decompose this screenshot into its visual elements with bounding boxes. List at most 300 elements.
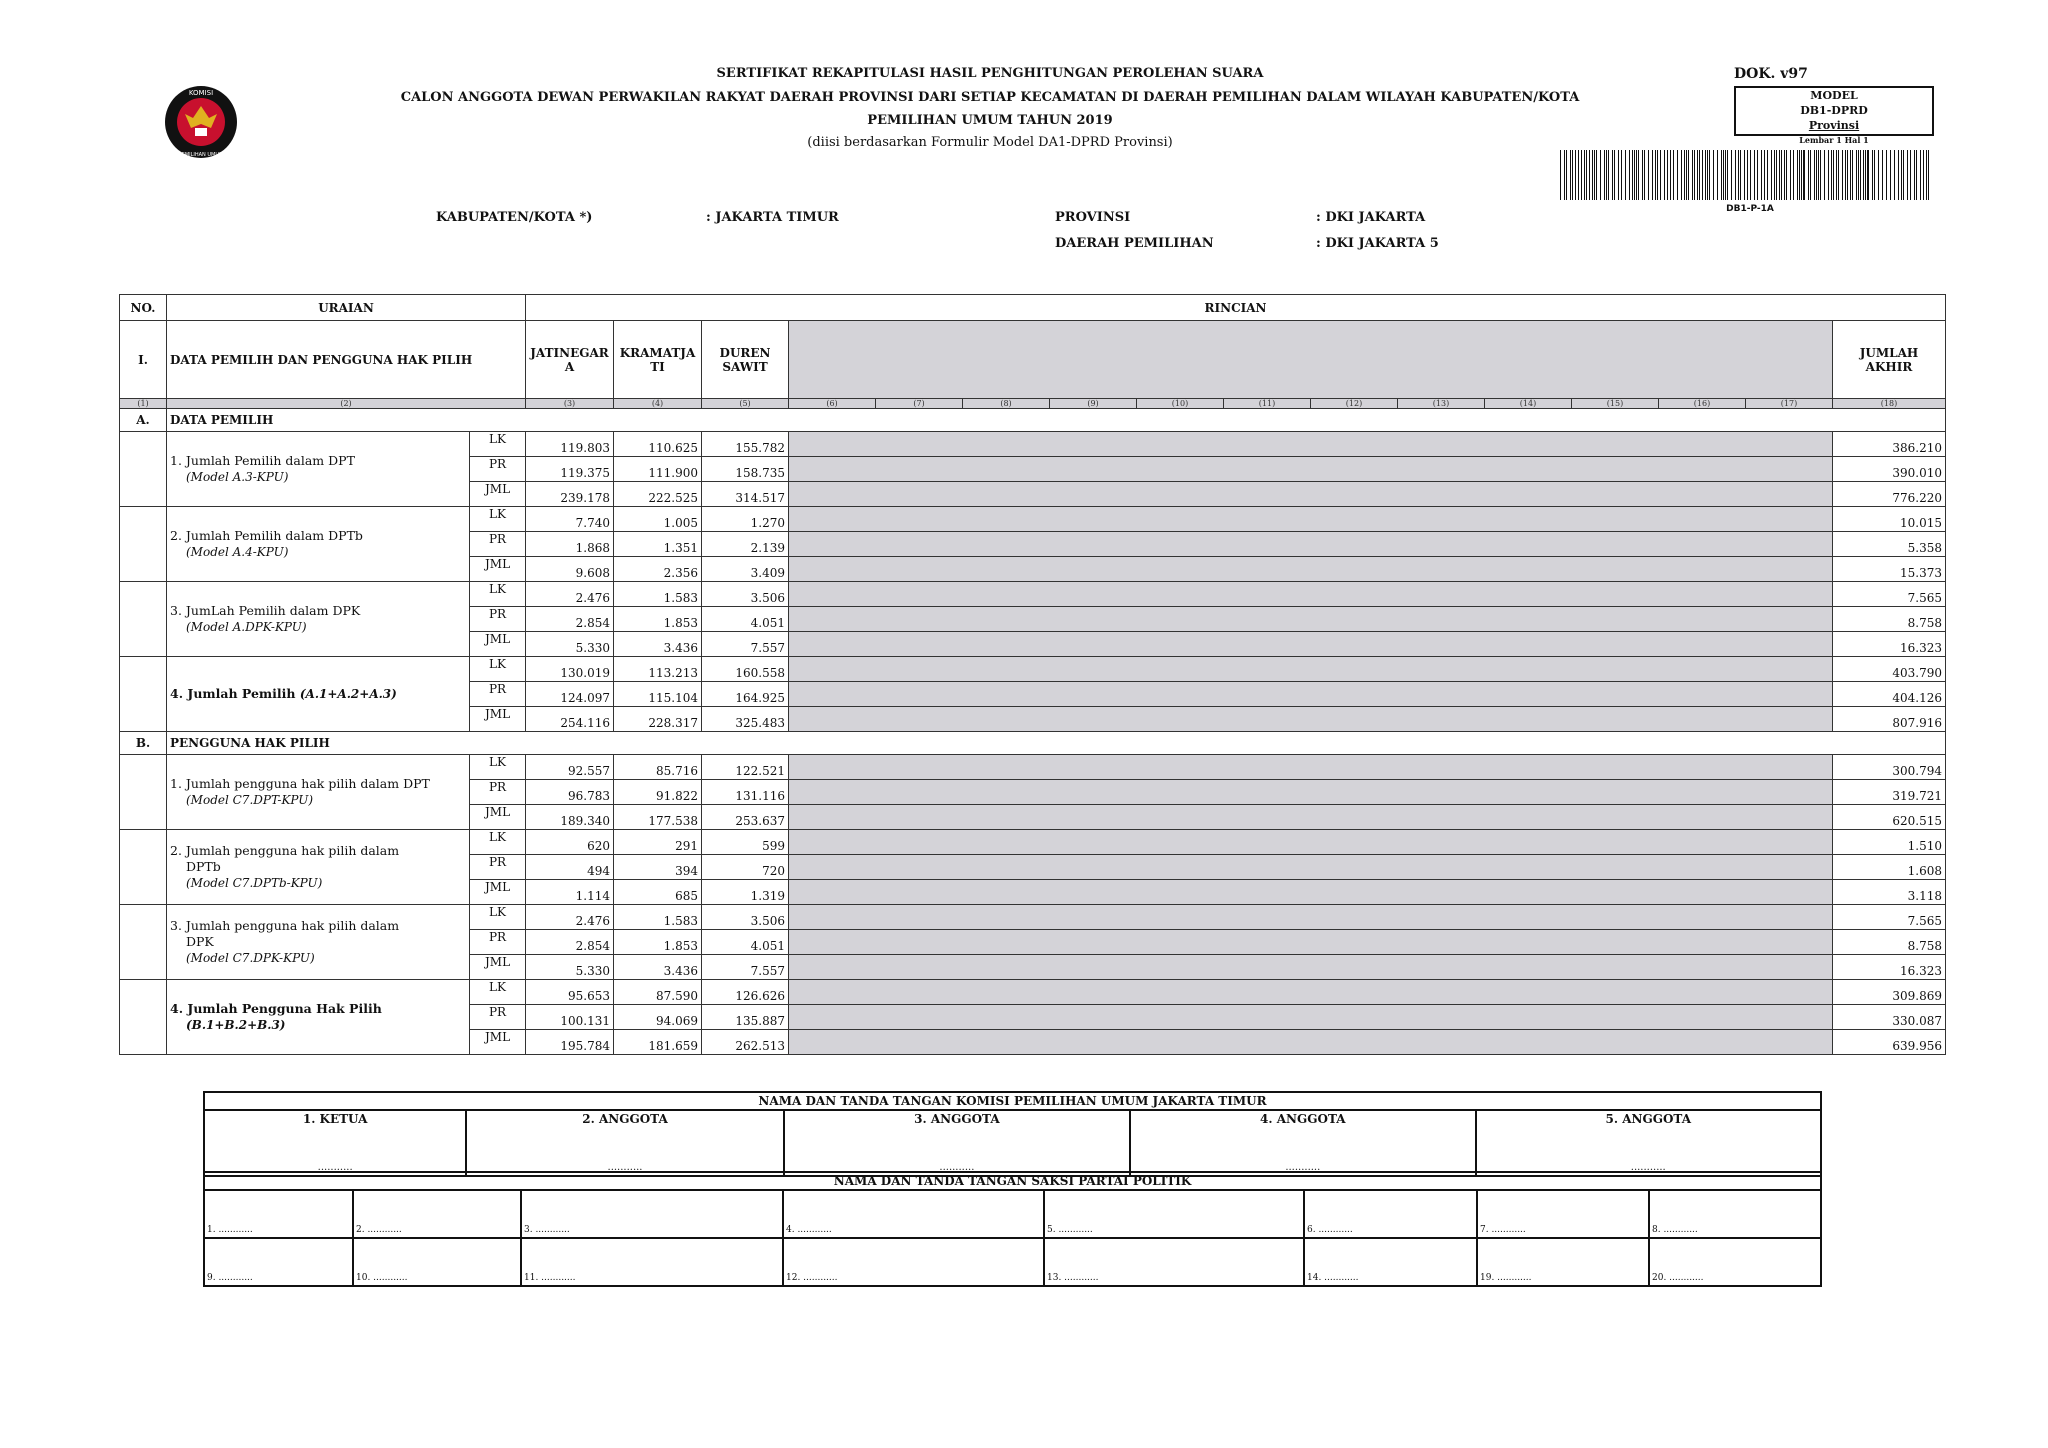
row-type-label: JML <box>470 707 526 732</box>
column-index: (11) <box>1224 399 1311 409</box>
cell-total: 319.721 <box>1833 780 1946 805</box>
row-type-label: LK <box>470 657 526 682</box>
barcode-bar <box>1894 150 1895 200</box>
barcode-bar <box>1786 150 1787 200</box>
barcode-bar <box>1779 150 1780 200</box>
barcode-bar <box>1847 150 1848 200</box>
witness-signature-cell[interactable]: 2. ............ <box>353 1190 521 1238</box>
barcode-bar <box>1797 150 1798 200</box>
signature-dots: ........... <box>1630 1162 1666 1173</box>
barcode-bar <box>1699 150 1700 200</box>
cell-total: 776.220 <box>1833 482 1946 507</box>
row-no-empty <box>120 432 167 507</box>
col-duren-sawit: DUREN SAWIT <box>702 321 789 399</box>
barcode-bar <box>1774 150 1775 200</box>
column-index: (12) <box>1311 399 1398 409</box>
column-index: (3) <box>526 399 614 409</box>
row-type-label: LK <box>470 830 526 855</box>
barcode-bar <box>1856 150 1857 200</box>
witness-signature-cell[interactable]: 9. ............ <box>204 1238 353 1286</box>
empty-columns <box>789 321 1833 399</box>
cell-total: 16.323 <box>1833 632 1946 657</box>
column-index: (13) <box>1398 399 1485 409</box>
kpu-signature-cell[interactable] <box>466 1110 783 1176</box>
column-index: (7) <box>876 399 963 409</box>
column-index: (6) <box>789 399 876 409</box>
barcode-bar <box>1660 150 1661 200</box>
barcode-bar <box>1886 150 1887 200</box>
section-i-title: DATA PEMILIH DAN PENGGUNA HAK PILIH <box>167 321 526 399</box>
model-line-3: Provinsi <box>1808 119 1860 132</box>
barcode-bar <box>1740 150 1741 200</box>
empty-cells <box>789 955 1833 980</box>
barcode-bar <box>1781 150 1782 200</box>
barcode-bar <box>1606 150 1607 200</box>
barcode-bar <box>1814 150 1815 200</box>
cell-value: 720 <box>702 855 789 880</box>
barcode-bar <box>1642 150 1643 200</box>
barcode-bar <box>1618 150 1619 200</box>
barcode-bar <box>1717 150 1718 200</box>
witness-signature-cell[interactable]: 14. ............ <box>1304 1238 1477 1286</box>
barcode-bar <box>1863 150 1864 200</box>
barcode-bar <box>1831 150 1832 200</box>
barcode-bar <box>1584 150 1585 200</box>
witness-signature-cell[interactable]: 12. ............ <box>783 1238 1044 1286</box>
role-label: 4. ANGGOTA <box>1260 1112 1346 1126</box>
barcode-bar <box>1816 150 1817 200</box>
table-row <box>120 980 1946 1005</box>
empty-cells <box>789 657 1833 682</box>
row-description: 3. Jumlah pengguna hak pilih dalam DPK (Model C7.DPK-KPU) <box>167 905 470 980</box>
row-type-label: JML <box>470 805 526 830</box>
cell-value: 494 <box>526 855 614 880</box>
cell-value: 124.097 <box>526 682 614 707</box>
barcode-bar <box>1694 150 1695 200</box>
barcode-bar <box>1914 150 1915 200</box>
witness-signature-title: NAMA DAN TANDA TANGAN SAKSI PARTAI POLITIK <box>204 1172 1821 1190</box>
cell-value: 325.483 <box>702 707 789 732</box>
row-type-label: LK <box>470 905 526 930</box>
barcode-bar <box>1600 150 1601 200</box>
cell-value: 1.114 <box>526 880 614 905</box>
cell-value: 291 <box>614 830 702 855</box>
cell-value: 100.131 <box>526 1005 614 1030</box>
cell-value: 228.317 <box>614 707 702 732</box>
kpu-signature-cell[interactable] <box>204 1110 466 1176</box>
column-index: (18) <box>1833 399 1946 409</box>
barcode-bar <box>1702 150 1703 200</box>
cell-total: 390.010 <box>1833 457 1946 482</box>
empty-cells <box>789 457 1833 482</box>
column-index: (4) <box>614 399 702 409</box>
cell-value: 599 <box>702 830 789 855</box>
barcode-bar <box>1828 150 1829 200</box>
cell-total: 10.015 <box>1833 507 1946 532</box>
cell-value: 1.319 <box>702 880 789 905</box>
barcode-bar <box>1923 150 1924 200</box>
row-type-label: JML <box>470 1030 526 1055</box>
column-index: (16) <box>1659 399 1746 409</box>
table-row <box>120 432 1946 457</box>
cell-value: 158.735 <box>702 457 789 482</box>
barcode-bar <box>1818 150 1819 200</box>
barcode-bar <box>1686 150 1687 200</box>
witness-signature-cell[interactable]: 5. ............ <box>1044 1190 1304 1238</box>
cell-total: 620.515 <box>1833 805 1946 830</box>
empty-cells <box>789 432 1833 457</box>
barcode-bar <box>1632 150 1633 200</box>
col-kramatjati: KRAMATJA TI <box>614 321 702 399</box>
column-index: (10) <box>1137 399 1224 409</box>
cell-total: 807.916 <box>1833 707 1946 732</box>
barcode-bar <box>1727 150 1728 200</box>
barcode-bar <box>1838 150 1839 200</box>
barcode-bar <box>1725 150 1726 200</box>
cell-value: 164.925 <box>702 682 789 707</box>
cell-value: 254.116 <box>526 707 614 732</box>
barcode-bar <box>1810 150 1811 200</box>
cell-total: 3.118 <box>1833 880 1946 905</box>
row-type-label: LK <box>470 980 526 1005</box>
witness-signature-cell[interactable]: 20. ............ <box>1649 1238 1821 1286</box>
barcode-bar <box>1692 150 1693 200</box>
row-type-label: PR <box>470 607 526 632</box>
barcode-bar <box>1767 150 1768 200</box>
logo-text-bottom: PEMILIHAN UMUM <box>178 152 224 158</box>
cell-value: 5.330 <box>526 632 614 657</box>
column-index: (8) <box>963 399 1050 409</box>
barcode-bar <box>1575 150 1576 200</box>
signature-dots: ........... <box>1285 1162 1321 1173</box>
empty-cells <box>789 682 1833 707</box>
barcode-bar <box>1890 150 1891 200</box>
cell-value: 113.213 <box>614 657 702 682</box>
witness-signature-cell[interactable]: 11. ............ <box>521 1238 783 1286</box>
cell-total: 8.758 <box>1833 607 1946 632</box>
cell-value: 222.525 <box>614 482 702 507</box>
barcode-bar <box>1644 150 1645 200</box>
cell-value: 2.854 <box>526 607 614 632</box>
cell-value: 5.330 <box>526 955 614 980</box>
barcode-bar <box>1688 150 1689 200</box>
witness-signature-table <box>203 1171 1822 1287</box>
empty-cells <box>789 880 1833 905</box>
empty-cells <box>789 930 1833 955</box>
row-type-label: JML <box>470 632 526 657</box>
row-no-empty <box>120 582 167 657</box>
barcode-bar <box>1790 150 1791 200</box>
barcode-bar <box>1705 150 1706 200</box>
cell-total: 1.510 <box>1833 830 1946 855</box>
kpu-logo <box>163 84 239 160</box>
barcode-bar <box>1901 150 1902 200</box>
sheet-page: Lembar 1 Hal 1 <box>1799 135 1869 145</box>
cell-value: 189.340 <box>526 805 614 830</box>
empty-cells <box>789 507 1833 532</box>
barcode-bar <box>1570 150 1571 200</box>
model-box <box>1734 86 1934 136</box>
barcode-bar <box>1592 150 1593 200</box>
cell-value: 94.069 <box>614 1005 702 1030</box>
row-type-label: PR <box>470 457 526 482</box>
column-index: (17) <box>1746 399 1833 409</box>
barcode-bar <box>1867 150 1869 200</box>
cell-value: 1.270 <box>702 507 789 532</box>
barcode-bar <box>1874 150 1875 200</box>
barcode-bar <box>1625 150 1626 200</box>
cell-value: 87.590 <box>614 980 702 1005</box>
barcode-bar <box>1684 150 1685 200</box>
row-description: 4. Jumlah Pengguna Hak Pilih (B.1+B.2+B.3) <box>167 980 470 1055</box>
barcode-bar <box>1735 150 1736 200</box>
cell-total: 15.373 <box>1833 557 1946 582</box>
section-b-title: PENGGUNA HAK PILIH <box>167 732 1946 755</box>
witness-signature-cell[interactable]: 6. ............ <box>1304 1190 1477 1238</box>
barcode-bar <box>1707 150 1708 200</box>
witness-signature-cell[interactable]: 7. ............ <box>1477 1190 1649 1238</box>
doc-version: DOK. v97 <box>1734 66 1808 82</box>
cell-total: 404.126 <box>1833 682 1946 707</box>
cell-total: 8.758 <box>1833 930 1946 955</box>
barcode-bar <box>1634 150 1635 200</box>
row-description: 1. Jumlah Pemilih dalam DPT (Model A.3-KPU) <box>167 432 470 507</box>
cell-value: 620 <box>526 830 614 855</box>
cell-value: 3.436 <box>614 632 702 657</box>
barcode-bar <box>1638 150 1639 200</box>
row-no-empty <box>120 507 167 582</box>
cell-value: 394 <box>614 855 702 880</box>
title-line-3: PEMILIHAN UMUM TAHUN 2019 <box>867 113 1113 128</box>
cell-value: 91.822 <box>614 780 702 805</box>
row-type-label: PR <box>470 682 526 707</box>
row-type-label: PR <box>470 855 526 880</box>
cell-total: 403.790 <box>1833 657 1946 682</box>
witness-signature-cell[interactable]: 10. ............ <box>353 1238 521 1286</box>
barcode-bar <box>1903 150 1904 200</box>
barcode-bar <box>1721 150 1722 200</box>
barcode-bar <box>1744 150 1745 200</box>
barcode-bar <box>1858 150 1859 200</box>
cell-value: 4.051 <box>702 930 789 955</box>
empty-cells <box>789 582 1833 607</box>
cell-value: 239.178 <box>526 482 614 507</box>
cell-value: 685 <box>614 880 702 905</box>
column-index: (5) <box>702 399 789 409</box>
barcode-bar <box>1771 150 1772 200</box>
signature-dots: ........... <box>939 1162 975 1173</box>
barcode-bar <box>1648 150 1649 200</box>
section-a-no: A. <box>120 409 167 432</box>
kabupaten-value: : JAKARTA TIMUR <box>706 210 839 225</box>
barcode-bar <box>1614 150 1615 200</box>
cell-total: 7.565 <box>1833 905 1946 930</box>
cell-value: 1.853 <box>614 607 702 632</box>
cell-value: 2.476 <box>526 582 614 607</box>
title-line-2: CALON ANGGOTA DEWAN PERWAKILAN RAKYAT DAERAH PROVINSI DARI SETIAP KECAMATAN DI DAERAH PEMILIHAN DALAM WILAYAH KABUPATEN/KOTA <box>400 90 1580 105</box>
signature-dots: ........... <box>317 1162 353 1173</box>
empty-cells <box>789 1005 1833 1030</box>
kpu-signature-cell[interactable] <box>1130 1110 1475 1176</box>
row-type-label: JML <box>470 880 526 905</box>
barcode-bar <box>1754 150 1755 200</box>
row-type-label: LK <box>470 755 526 780</box>
empty-cells <box>789 905 1833 930</box>
role-label: 5. ANGGOTA <box>1605 1112 1692 1126</box>
barcode-bar <box>1566 150 1567 200</box>
cell-value: 3.506 <box>702 905 789 930</box>
cell-total: 639.956 <box>1833 1030 1946 1055</box>
kpu-signature-cell[interactable] <box>784 1110 1130 1176</box>
title-line-1: SERTIFIKAT REKAPITULASI HASIL PENGHITUNGAN PEROLEHAN SUARA <box>716 66 1264 81</box>
empty-cells <box>789 1030 1833 1055</box>
row-type-label: PR <box>470 930 526 955</box>
witness-signature-cell[interactable]: 19. ............ <box>1477 1238 1649 1286</box>
cell-value: 9.608 <box>526 557 614 582</box>
barcode-bar <box>1833 150 1834 200</box>
barcode-bar <box>1824 150 1825 200</box>
cell-value: 126.626 <box>702 980 789 1005</box>
empty-cells <box>789 980 1833 1005</box>
row-type-label: JML <box>470 557 526 582</box>
barcode-bar <box>1820 150 1821 200</box>
cell-value: 181.659 <box>614 1030 702 1055</box>
cell-value: 3.409 <box>702 557 789 582</box>
cell-value: 253.637 <box>702 805 789 830</box>
table-row <box>120 507 1946 532</box>
barcode-bar <box>1801 150 1802 200</box>
kpu-signature-cell[interactable] <box>1476 1110 1822 1176</box>
cell-value: 2.356 <box>614 557 702 582</box>
row-no-empty <box>120 905 167 980</box>
dapil-label: DAERAH PEMILIHAN <box>1055 236 1214 251</box>
witness-signature-cell[interactable]: 3. ............ <box>521 1190 783 1238</box>
barcode-bar <box>1803 150 1805 200</box>
barcode-bar <box>1578 150 1579 200</box>
role-label: 1. KETUA <box>302 1112 368 1126</box>
cell-value: 1.583 <box>614 905 702 930</box>
cell-total: 5.358 <box>1833 532 1946 557</box>
cell-value: 131.116 <box>702 780 789 805</box>
row-type-label: PR <box>470 780 526 805</box>
provinsi-label: PROVINSI <box>1055 210 1131 225</box>
barcode-bar <box>1750 150 1751 200</box>
empty-cells <box>789 830 1833 855</box>
barcode-bar <box>1852 150 1853 200</box>
barcode-bar <box>1808 150 1809 200</box>
barcode-bar <box>1910 150 1911 200</box>
barcode-label: DB1-P-1A <box>1726 204 1774 214</box>
cell-value: 7.740 <box>526 507 614 532</box>
cell-value: 262.513 <box>702 1030 789 1055</box>
header-rincian: RINCIAN <box>526 295 1946 321</box>
cell-value: 1.853 <box>614 930 702 955</box>
barcode-bar <box>1572 150 1573 200</box>
barcode-bar <box>1581 150 1582 200</box>
cell-value: 1.351 <box>614 532 702 557</box>
barcode-bar <box>1681 150 1682 200</box>
row-type-label: JML <box>470 482 526 507</box>
cell-total: 330.087 <box>1833 1005 1946 1030</box>
recap-table <box>119 294 1946 1055</box>
barcode-bar <box>1764 150 1765 200</box>
kabupaten-label: KABUPATEN/KOTA *) <box>436 210 593 225</box>
barcode-bar <box>1920 150 1921 200</box>
empty-cells <box>789 707 1833 732</box>
barcode-bar <box>1608 150 1609 200</box>
table-row <box>120 905 1946 930</box>
barcode-bar <box>1652 150 1653 200</box>
cell-total: 1.608 <box>1833 855 1946 880</box>
cell-value: 3.506 <box>702 582 789 607</box>
cell-value: 2.854 <box>526 930 614 955</box>
barcode-bar <box>1636 150 1637 200</box>
barcode-bar <box>1928 150 1929 200</box>
row-type-label: LK <box>470 432 526 457</box>
empty-cells <box>789 855 1833 880</box>
row-type-label: PR <box>470 532 526 557</box>
cell-value: 7.557 <box>702 955 789 980</box>
row-description: 1. Jumlah pengguna hak pilih dalam DPT (Model C7.DPT-KPU) <box>167 755 470 830</box>
table-row <box>120 657 1946 682</box>
empty-cells <box>789 755 1833 780</box>
row-type-label: LK <box>470 582 526 607</box>
empty-cells <box>789 532 1833 557</box>
section-b-no: B. <box>120 732 167 755</box>
cell-value: 7.557 <box>702 632 789 657</box>
witness-signature-cell[interactable]: 1. ............ <box>204 1190 353 1238</box>
empty-cells <box>789 780 1833 805</box>
barcode-bar <box>1589 150 1590 200</box>
barcode <box>1560 150 1932 200</box>
witness-signature-cell[interactable]: 13. ............ <box>1044 1238 1304 1286</box>
barcode-bar <box>1738 150 1739 200</box>
cell-total: 16.323 <box>1833 955 1946 980</box>
dapil-value: : DKI JAKARTA 5 <box>1316 236 1439 251</box>
barcode-bar <box>1596 150 1597 200</box>
barcode-bar <box>1926 150 1927 200</box>
table-row <box>120 582 1946 607</box>
barcode-bar <box>1878 150 1879 200</box>
cell-value: 111.900 <box>614 457 702 482</box>
row-no-empty <box>120 980 167 1055</box>
empty-cells <box>789 632 1833 657</box>
cell-total: 386.210 <box>1833 432 1946 457</box>
cell-value: 2.476 <box>526 905 614 930</box>
barcode-bar <box>1776 150 1777 200</box>
cell-value: 110.625 <box>614 432 702 457</box>
cell-value: 195.784 <box>526 1030 614 1055</box>
barcode-bar <box>1709 150 1710 200</box>
empty-cells <box>789 557 1833 582</box>
barcode-bar <box>1784 150 1785 200</box>
row-description: 3. JumLah Pemilih dalam DPK (Model A.DPK-KPU) <box>167 582 470 657</box>
witness-signature-cell[interactable]: 4. ............ <box>783 1190 1044 1238</box>
barcode-bar <box>1845 150 1846 200</box>
barcode-bar <box>1560 150 1561 200</box>
barcode-bar <box>1621 150 1622 200</box>
barcode-bar <box>1860 150 1861 200</box>
witness-signature-cell[interactable]: 8. ............ <box>1649 1190 1821 1238</box>
row-description: 4. Jumlah Pemilih (A.1+A.2+A.3) <box>167 657 470 732</box>
barcode-bar <box>1586 150 1587 200</box>
role-label: 2. ANGGOTA <box>582 1112 668 1126</box>
column-index: (2) <box>167 399 526 409</box>
barcode-bar <box>1655 150 1656 200</box>
cell-total: 309.869 <box>1833 980 1946 1005</box>
cell-value: 96.783 <box>526 780 614 805</box>
header-uraian: URAIAN <box>167 295 526 321</box>
